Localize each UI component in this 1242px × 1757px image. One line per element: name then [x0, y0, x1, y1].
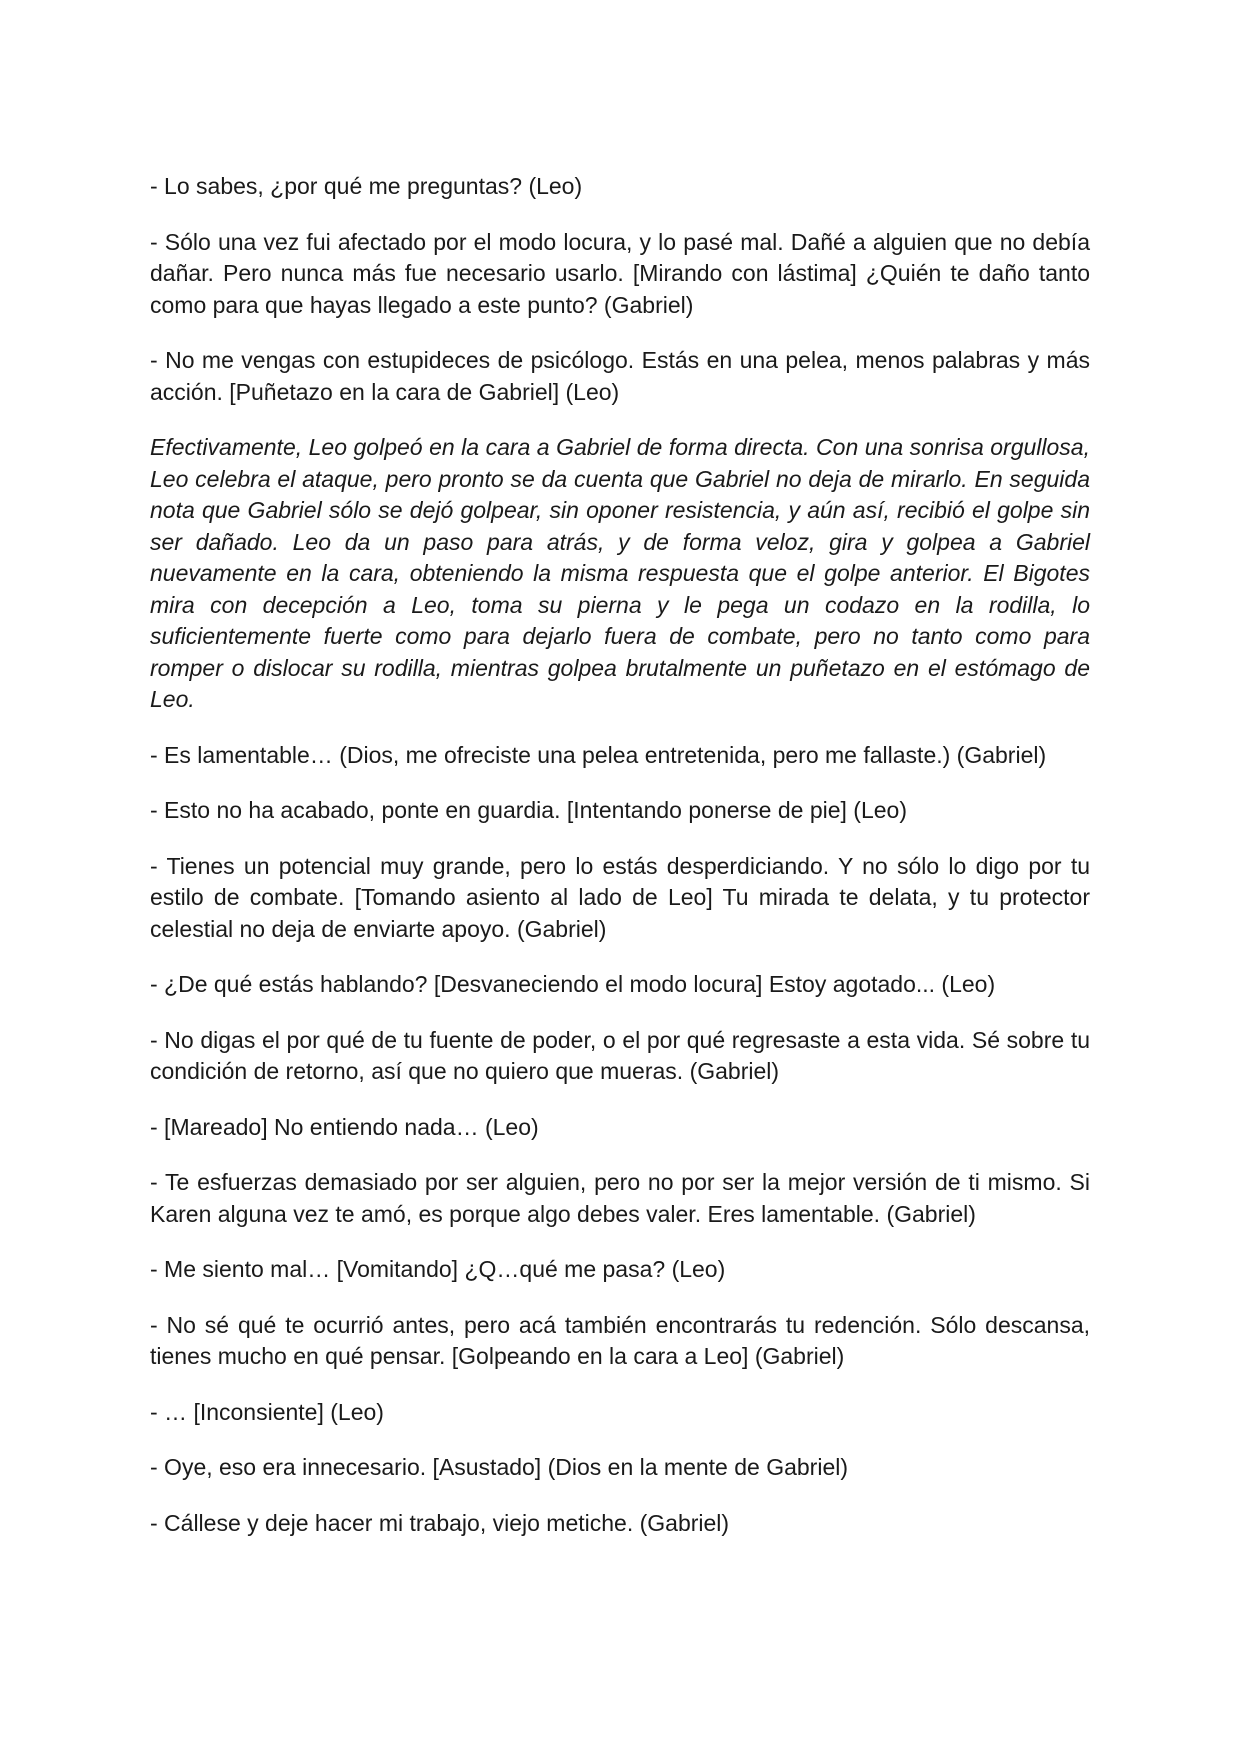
- dialogue-line: - Sólo una vez fui afectado por el modo locura, y lo pasé mal. Dañé a alguien que no debía dañar. Pero nunca más fue necesario usarlo. [Mirando con lástima] ¿Quién te daño tanto como para que hayas llegado a este punto? (Gabriel): [150, 228, 1090, 318]
- dialogue-line: - Oye, eso era innecesario. [Asustado] (Dios en la mente de Gabriel): [150, 1454, 849, 1480]
- dialogue-line: - Lo sabes, ¿por qué me preguntas? (Leo): [150, 173, 583, 199]
- dialogue-line: - ¿De qué estás hablando? [Desvaneciendo el modo locura] Estoy agotado... (Leo): [150, 971, 996, 997]
- dialogue-line: - … [Inconsiente] (Leo): [150, 1398, 384, 1425]
- narration-paragraph: Efectivamente, Leo golpeó en la cara a Gabriel de forma directa. Con una sonrisa orgullosa, Leo celebra el ataque, pero pronto se da cuenta que Gabriel no deja de mirarlo. En seguida nota que Gabriel sólo se dejó golpear, sin oponer resistencia, y aún así, recibió el golpe sin ser dañado. Leo da un paso para atrás, y de forma veloz, gira y golpea a Gabriel nuevamente en la cara, obteniendo la misma respuesta que el golpe anterior. El Bigotes mira con decepción a Leo, toma su pierna y le pega un codazo en la rodilla, lo suficientemente fuerte como para dejarlo fuera de combate, pero no tanto como para romper o dislocar su rodilla, mientras golpea brutalmente un puñetazo en el estómago de Leo.: [150, 434, 1090, 712]
- dialogue-line: - Es lamentable… (Dios, me ofreciste una pelea entretenida, pero me fallaste.) (Gabriel): [150, 741, 1047, 768]
- dialogue-line: - No sé qué te ocurrió antes, pero acá también encontrarás tu redención. Sólo descansa, tienes mucho en qué pensar. [Golpeando en la cara a Leo] (Gabriel): [150, 1311, 1090, 1369]
- dialogue-line: - Tienes un potencial muy grande, pero lo estás desperdiciando. Y no sólo lo digo por tu estilo de combate. [Tomando asiento al lado de Leo] Tu mirada te delata, y tu protector celestial no deja de enviarte apoyo. (Gabriel): [150, 852, 1090, 942]
- dialogue-line: - No digas el por qué de tu fuente de poder, o el por qué regresaste a esta vida. Sé sobre tu condición de retorno, así que no quiero que mueras. (Gabriel): [150, 1026, 1090, 1084]
- dialogue-line: - [Mareado] No entiendo nada… (Leo): [150, 1113, 539, 1140]
- dialogue-line: - No me vengas con estupideces de psicólogo. Estás en una pelea, menos palabras y más acción. [Puñetazo en la cara de Gabriel] (Leo): [150, 347, 1090, 405]
- dialogue-line: - Me siento mal… [Vomitando] ¿Q…qué me pasa? (Leo): [150, 1256, 726, 1282]
- dialogue-line: - Te esfuerzas demasiado por ser alguien, pero no por ser la mejor versión de ti mismo. Si Karen alguna vez te amó, es porque algo debes valer. Eres lamentable. (Gabriel): [150, 1169, 1090, 1227]
- dialogue-line: - Esto no ha acabado, ponte en guardia. [Intentando ponerse de pie] (Leo): [150, 797, 908, 823]
- document-page: [150, 171, 1090, 1563]
- dialogue-line: - Cállese y deje hacer mi trabajo, viejo metiche. (Gabriel): [150, 1509, 730, 1536]
